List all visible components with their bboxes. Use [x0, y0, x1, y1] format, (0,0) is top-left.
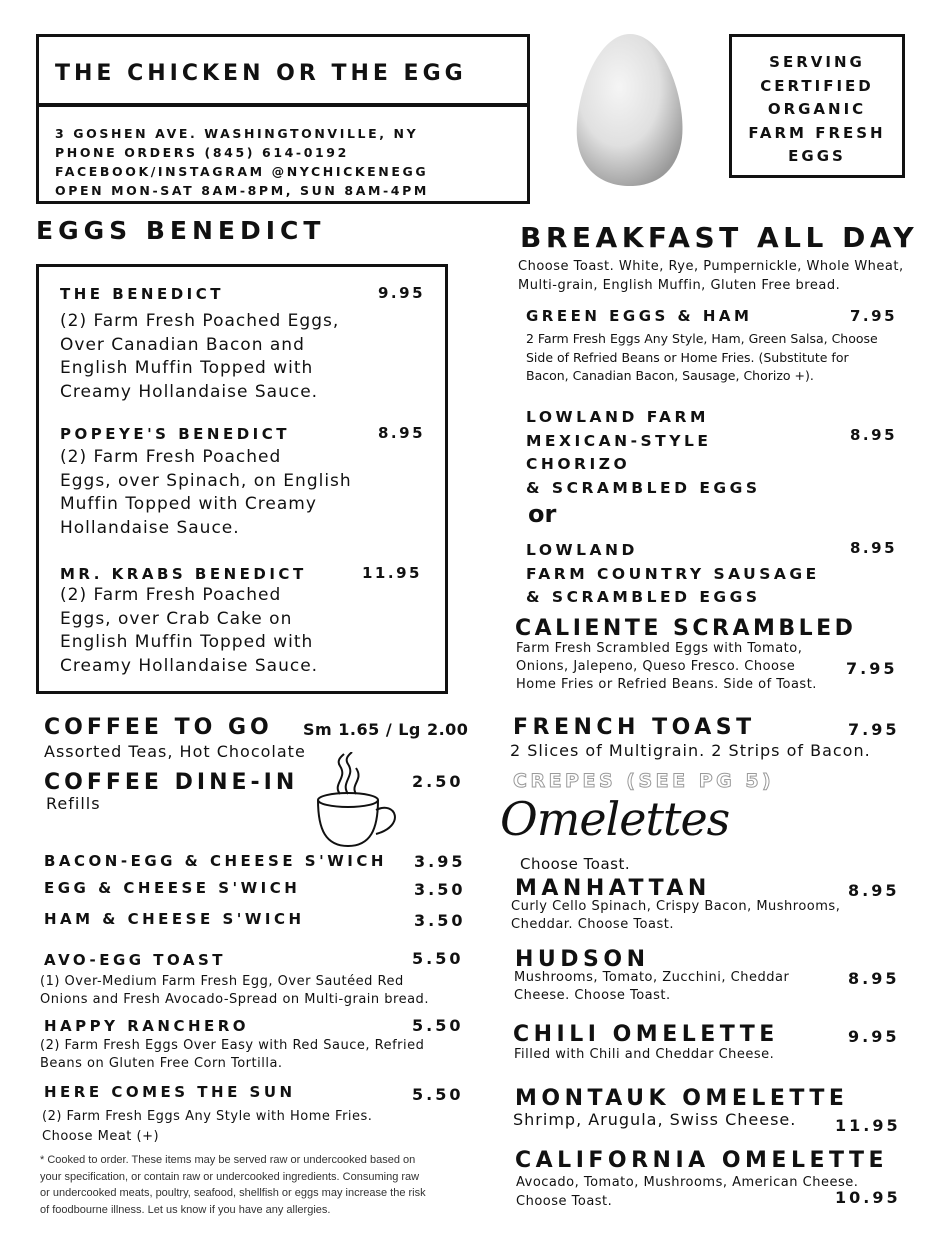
- item-description: [40, 1037, 424, 1073]
- omelettes-sub: Choose Toast.: [520, 855, 631, 873]
- item-price: 11.95: [362, 564, 422, 582]
- item-name: HUDSON: [515, 947, 650, 972]
- coffee-dine-in-price: 2.50: [412, 772, 464, 791]
- item-name: HAM & CHEESE S'WICH: [44, 910, 305, 928]
- serving-line: SERVING: [769, 53, 865, 71]
- item-price: 8.95: [848, 969, 900, 988]
- desc-line: Eggs, over Spinach, on English: [60, 470, 352, 491]
- desc-line: Choose Toast.: [516, 1194, 613, 1209]
- chorizo-name: [526, 406, 761, 500]
- serving-text: [732, 51, 902, 169]
- desc-line: (2) Farm Fresh Eggs Over Easy with Red Sauce, Refried: [40, 1038, 425, 1053]
- coffee-dine-in-desc: Refills: [46, 794, 101, 813]
- item-description: [60, 584, 318, 678]
- desc-line: (2) Farm Fresh Eggs Any Style with Home Fries.: [42, 1109, 373, 1124]
- item-name: HERE COMES THE SUN: [44, 1083, 296, 1101]
- item-name: CALIFORNIA OMELETTE: [515, 1148, 889, 1173]
- or-text: or: [528, 500, 557, 528]
- serving-line: ORGANIC: [767, 100, 867, 118]
- desc-line: Creamy Hollandaise Sauce.: [60, 381, 319, 402]
- desc-line: Onions, Jalepeno, Queso Fresco. Choose: [516, 659, 796, 674]
- item-name: CHILI OMELETTE: [513, 1022, 779, 1047]
- desc-line: (1) Over-Medium Farm Fresh Egg, Over Sautéed Red: [40, 974, 404, 989]
- breakfast-heading: BREAKFAST ALL DAY: [520, 221, 919, 254]
- item-price: 5.50: [412, 1085, 464, 1104]
- coffee-to-go-desc: Assorted Teas, Hot Chocolate: [44, 742, 306, 761]
- item-description: [60, 310, 339, 404]
- item-description: [516, 1173, 858, 1211]
- name-line: CHORIZO: [526, 455, 631, 473]
- desc-line: (2) Farm Fresh Poached: [60, 585, 282, 605]
- hours-text: OPEN MON-SAT 8AM-8PM, SUN 8AM-4PM: [55, 183, 429, 198]
- disclaimer-line: your specification, or contain raw or undercooked ingredients. Consuming raw: [40, 1170, 420, 1183]
- omelettes-heading: Omelettes: [500, 792, 730, 846]
- name-line: LOWLAND: [526, 541, 638, 559]
- desc-line: Home Fries or Refried Beans. Side of Toast.: [516, 677, 817, 692]
- desc-line: Avocado, Tomato, Mushrooms, American Cheese.: [516, 1175, 859, 1190]
- item-price: 11.95: [835, 1116, 901, 1135]
- item-name: CALIENTE SCRAMBLED: [515, 616, 857, 641]
- item-name: THE BENEDICT: [60, 285, 225, 303]
- desc-line: Beans on Gluten Free Corn Tortilla.: [40, 1056, 283, 1071]
- item-price: 3.50: [414, 880, 466, 899]
- serving-line: EGGS: [788, 147, 846, 165]
- item-description: [514, 1046, 774, 1064]
- item-description: [526, 330, 878, 386]
- name-line: FARM COUNTRY SAUSAGE: [526, 564, 820, 583]
- item-price: 7.95: [848, 720, 900, 739]
- item-name: HAPPY RANCHERO: [44, 1017, 250, 1035]
- item-description: [60, 446, 352, 540]
- item-price: 5.50: [412, 949, 464, 968]
- desc-line: (2) Farm Fresh Poached: [60, 447, 282, 467]
- item-description: [40, 973, 429, 1009]
- item-price: 9.95: [848, 1027, 900, 1046]
- desc-line: Creamy Hollandaise Sauce.: [60, 655, 319, 676]
- sausage-name: [526, 539, 820, 610]
- item-name: MONTAUK OMELETTE: [515, 1086, 849, 1111]
- desc-line: Mushrooms, Tomato, Zucchini, Cheddar: [514, 970, 790, 985]
- desc-line: Hollandaise Sauce.: [60, 517, 240, 538]
- item-description: [511, 898, 840, 934]
- desc-line: (2) Farm Fresh Poached Eggs,: [60, 311, 340, 331]
- item-description: [516, 640, 817, 694]
- disclaimer-line: or undercooked meats, poultry, seafood, shellfish or eggs may increase the risk: [40, 1187, 426, 1199]
- item-description: [42, 1107, 372, 1147]
- item-price: 8.95: [850, 539, 898, 557]
- desc-line: English Muffin Topped with: [60, 358, 314, 378]
- desc-line: Curly Cello Spinach, Crispy Bacon, Mushrooms,: [511, 899, 841, 914]
- name-line: & SCRAMBLED EGGS: [526, 478, 761, 497]
- phone-text[interactable]: PHONE ORDERS (845) 614-0192: [55, 145, 349, 160]
- eggs-benedict-heading: EGGS BENEDICT: [36, 216, 326, 245]
- serving-line: FARM FRESH: [748, 123, 886, 142]
- item-name: FRENCH TOAST: [513, 715, 756, 740]
- social-text[interactable]: FACEBOOK/INSTAGRAM @NYCHICKENEGG: [55, 164, 429, 179]
- item-description: [514, 969, 789, 1005]
- disclaimer-line: of foodbourne illness. Let us know if you have any allergies.: [40, 1203, 331, 1216]
- serving-line: CERTIFIED: [760, 76, 874, 95]
- desc-line: Choose Meat (+): [42, 1129, 160, 1144]
- item-description: Shrimp, Arugula, Swiss Cheese.: [513, 1110, 797, 1129]
- name-line: MEXICAN-STYLE: [526, 431, 712, 450]
- item-name: BACON-EGG & CHEESE S'WICH: [44, 852, 387, 870]
- name-line: & SCRAMBLED EGGS: [526, 588, 761, 606]
- info-box: [36, 104, 530, 204]
- item-name: EGG & CHEESE S'WICH: [44, 879, 301, 897]
- desc-line: Bacon, Canadian Bacon, Sausage, Chorizo +).: [526, 368, 814, 383]
- coffee-cup-icon: [310, 752, 402, 852]
- desc-line: 2 Farm Fresh Eggs Any Style, Ham, Green Salsa, Choose: [526, 331, 878, 346]
- address-text: 3 GOSHEN AVE. WASHINGTONVILLE, NY: [55, 126, 419, 141]
- desc-line: Choose Toast. White, Rye, Pumpernickle, Whole Wheat,: [518, 259, 904, 274]
- desc-line: Side of Refried Beans or Home Fries. (Substitute for: [526, 349, 849, 365]
- desc-line: Muffin Topped with Creamy: [60, 494, 317, 514]
- item-name: GREEN EGGS & HAM: [526, 307, 753, 325]
- desc-line: Farm Fresh Scrambled Eggs with Tomato,: [516, 641, 803, 656]
- item-name: AVO-EGG TOAST: [44, 951, 227, 969]
- item-price: 3.95: [414, 852, 466, 871]
- toast-options: [518, 258, 904, 295]
- item-description: 2 Slices of Multigrain. 2 Strips of Bacon.: [510, 741, 871, 760]
- desc-line: Cheddar. Choose Toast.: [511, 917, 674, 932]
- disclaimer: [40, 1152, 426, 1218]
- desc-line: Filled with Chili and Cheddar Cheese.: [514, 1047, 775, 1062]
- item-price: 3.50: [414, 911, 466, 930]
- desc-line: English Muffin Topped with: [60, 632, 314, 652]
- item-name: POPEYE'S BENEDICT: [60, 425, 290, 443]
- item-price: 7.95: [850, 307, 898, 325]
- coffee-to-go-price: Sm 1.65 / Lg 2.00: [303, 720, 469, 739]
- item-price: 9.95: [378, 284, 426, 302]
- item-price: 8.95: [850, 426, 898, 444]
- disclaimer-line: * Cooked to order. These items may be served raw or undercooked based on: [40, 1154, 416, 1166]
- item-price: 5.50: [412, 1016, 464, 1035]
- item-name: MR. KRABS BENEDICT: [60, 565, 307, 583]
- coffee-to-go-name: COFFEE TO GO: [44, 715, 273, 740]
- egg-illustration: [570, 30, 690, 190]
- serving-box: [729, 34, 905, 178]
- coffee-dine-in-name: COFFEE DINE-IN: [44, 770, 299, 795]
- crepes-note: CREPES (SEE PG 5): [513, 770, 775, 792]
- item-name: MANHATTAN: [515, 876, 711, 901]
- item-price: 10.95: [835, 1188, 901, 1207]
- title-box: [36, 34, 530, 106]
- desc-line: Onions and Fresh Avocado-Spread on Multi-grain bread.: [40, 992, 429, 1007]
- item-price: 7.95: [846, 659, 898, 678]
- contact-info: [55, 124, 429, 200]
- restaurant-name: THE CHICKEN OR THE EGG: [55, 61, 467, 86]
- name-line: LOWLAND FARM: [526, 408, 709, 426]
- item-price: 8.95: [378, 424, 426, 442]
- desc-line: Eggs, over Crab Cake on: [60, 608, 293, 629]
- desc-line: Multi-grain, English Muffin, Gluten Free bread.: [518, 277, 841, 293]
- desc-line: Cheese. Choose Toast.: [514, 988, 671, 1003]
- desc-line: Over Canadian Bacon and: [60, 334, 305, 355]
- item-price: 8.95: [848, 881, 900, 900]
